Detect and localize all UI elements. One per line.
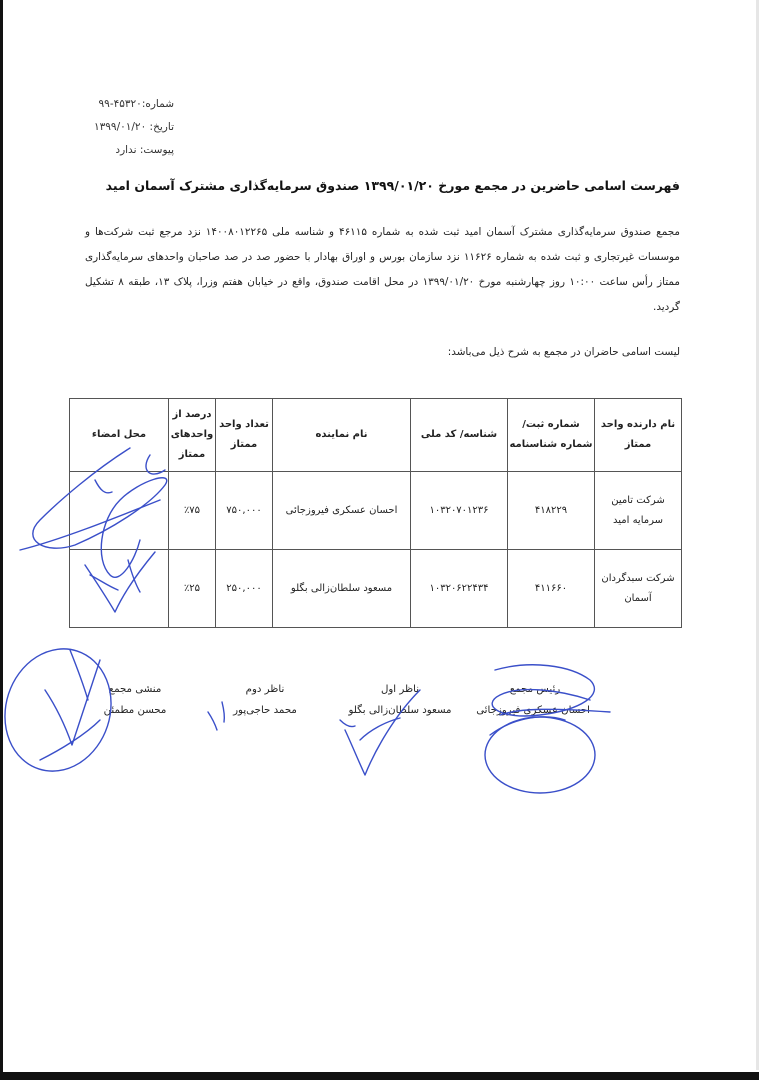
table-row	[70, 550, 682, 628]
signatory-name: محسن مطمئن	[103, 705, 167, 716]
document-title: فهرست اسامی حاضرین در مجمع مورخ ۱۳۹۹/۰۱/۲۰ صندوق سرمایه‌گذاری مشترک آسمان امید	[105, 178, 680, 193]
cell-signature	[70, 472, 169, 550]
page-edge-left	[0, 0, 3, 1080]
header-reg-no: شماره ثبت/ شماره شناسنامه	[508, 399, 595, 472]
header-holder: نام دارنده واحد ممتاز	[595, 399, 682, 472]
letter-meta	[60, 93, 174, 162]
letter-date: تاریخ: ۱۳۹۹/۰۱/۲۰	[94, 121, 174, 133]
signatory-role: ناظر اول	[380, 684, 420, 695]
header-signature: محل امضاء	[70, 399, 169, 472]
cell-representative: احسان عسکری فیروزجائی	[273, 472, 411, 550]
signatory-observer-1	[330, 684, 470, 716]
header-national-id: شناسه/ کد ملی	[411, 399, 508, 472]
signatory-role: منشی مجمع	[108, 684, 162, 695]
cell-representative: مسعود سلطان‌زالی بگلو	[273, 550, 411, 628]
cell-reg-no: ۴۱۱۶۶۰	[508, 550, 595, 628]
cell-units: ۲۵۰,۰۰۰	[216, 550, 273, 628]
signatory-observer-2	[215, 684, 315, 716]
signatory-role: رئیس مجمع	[509, 684, 561, 695]
signatory-name: احسان عسکری فیروزجائی	[476, 705, 590, 716]
signatory-chair	[476, 684, 590, 716]
table-header-row	[70, 399, 682, 472]
signatory-role: ناظر دوم	[245, 684, 285, 695]
attendees-table	[69, 398, 682, 628]
cell-holder: شرکت تامین سرمایه امید	[595, 472, 682, 550]
signatory-name: مسعود سلطان‌زالی بگلو	[348, 705, 452, 716]
cell-signature	[70, 550, 169, 628]
letter-number: شماره:۴۵۳۲۰-۹۹	[98, 98, 174, 110]
body-paragraph: مجمع صندوق سرمایه‌گذاری مشترک آسمان امید ثبت شده به شماره ۴۶۱۱۵ و شناسه ملی ۱۴۰۰۸۰۱۲۲۶۵ نزد مرجع ثبت شرکت‌ها و موسسات غیرتجاری و ثبت شده به شماره ۱۱۶۲۶ نزد سازمان بورس و اوراق بهادار با حضور صد در صد صاحبان واحدهای سرمایه‌گذاری ممتاز رأس ساعت ۱۰:۰۰ روز چهارشنبه مورخ ۱۳۹۹/۰۱/۲۰ در محل اقامت صندوق، واقع در خیابان هفتم وزرا، پلاک ۱۳، طبقه ۸ تشکیل گردید.	[85, 226, 680, 313]
signatory-name: محمد حاجی‌پور	[233, 705, 297, 716]
cell-holder: شرکت سبدگردان آسمان	[595, 550, 682, 628]
header-percent: درصد از واحدهای ممتاز	[169, 399, 216, 472]
cell-percent: ٪۷۵	[169, 472, 216, 550]
cell-national-id: ۱۰۳۲۰۶۲۲۴۳۴	[411, 550, 508, 628]
cell-national-id: ۱۰۳۲۰۷۰۱۲۳۶	[411, 472, 508, 550]
table-row	[70, 472, 682, 550]
header-representative: نام نماینده	[273, 399, 411, 472]
letter-attachment: پیوست: ندارد	[115, 144, 174, 156]
cell-percent: ٪۲۵	[169, 550, 216, 628]
signatory-secretary	[80, 684, 190, 716]
page-edge-bottom	[0, 1072, 759, 1080]
header-units: تعداد واحد ممتاز	[216, 399, 273, 472]
attendees-intro: لیست اسامی حاضران در مجمع به شرح ذیل می‌باشد:	[447, 346, 680, 358]
cell-units: ۷۵۰,۰۰۰	[216, 472, 273, 550]
cell-reg-no: ۴۱۸۲۲۹	[508, 472, 595, 550]
